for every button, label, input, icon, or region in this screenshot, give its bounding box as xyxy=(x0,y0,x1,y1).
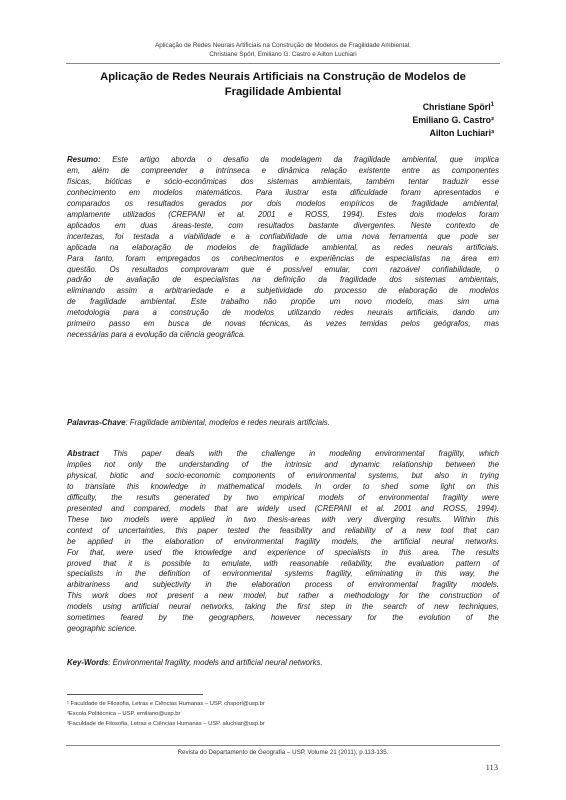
journal-citation: Revista do Departamento de Geografia – USP, Volume 21 (2011), p.113-135. xyxy=(177,749,389,756)
resumo-line: em, além de compreender a intrínseca e dinâmica relação existente entre as componentes xyxy=(67,165,499,175)
palavras-chave-line xyxy=(67,418,499,429)
resumo-line: aplicada na elaboração de modelos de fragilidade ambiental, as redes neurais artificiais. xyxy=(67,242,499,252)
resumo-line: necessárias para a evolução da ciência geográfica. xyxy=(67,330,246,340)
resumo-line: primeiro passo em busca de novas técnicas, às vezes temidas pelos geógrafos, mas xyxy=(67,319,499,329)
footnote-3: ³Faculdade de Filosofia, Letras e Ciências Humanas – USP. aluchiar@usp.br xyxy=(67,721,265,728)
resumo-line: eliminando assim a arbitrariedade e a subjetividade do processo de elaboração de modelos xyxy=(67,286,499,296)
resumo-line: metodologia para a construção de modelos utilizando redes neurais artificiais, dando um xyxy=(67,308,499,318)
abstract-line: presented and compared, models that are widely used (CREPANI et al. 2001 and ROSS, 1994). xyxy=(67,503,499,513)
abstract-line: sometimes feared by the geographers, however necessary for the evolution of the xyxy=(67,613,499,623)
key-words-label: Key-Words xyxy=(67,658,109,667)
paper-title xyxy=(70,70,496,100)
abstract-line: arbitrariness and subjectivity in the elaboration process of environmental fragility models. xyxy=(67,580,499,590)
resumo-line: aplicados em duas áreas-teste, com resultados bastante divergentes. Neste contexto de xyxy=(67,220,499,230)
paper-title-line-2: Fragilidade Ambiental xyxy=(224,86,342,98)
key-words-text: : Environmental fragility, models and artificial neural networks. xyxy=(108,658,323,667)
abstract-line: to translate this knowledge in mathematical models. In order to shed some light on this xyxy=(67,481,499,491)
palavras-chave-text: : Fragilidade ambiental, modelos e redes neurais artificiais. xyxy=(125,418,330,427)
author xyxy=(412,127,494,140)
abstract-line: implies not only the understanding of the intrinsic and dynamic relationship between the xyxy=(67,459,499,469)
abstract-line: context of uncertainties, this paper tested the feasibility and reliability of a new tool that can xyxy=(67,525,499,535)
abstract-line: difficulty, the results generated by two empirical models of environmental fragility were xyxy=(67,492,499,502)
abstract-line: proved that it is possible to emulate, with reasonable reliability, the evaluation pattern of xyxy=(67,558,499,568)
running-header-title: Aplicação de Redes Neurais Artificiais na Construção de Modelos de Fragilidade Ambiental. xyxy=(155,42,411,49)
author-footnote-mark: ³ xyxy=(491,127,494,138)
footer-divider xyxy=(66,745,500,746)
resumo-label: Resumo: xyxy=(67,155,101,164)
key-words-line xyxy=(67,658,499,669)
footnotes xyxy=(67,699,265,730)
resumo-line: incertezas, foi testada a viabilidade e a confiabilidade de uma nova ferramenta que pode ser xyxy=(67,231,499,241)
resumo-line: conhecimento em modelos matemáticos. Para ilustrar esta dificuldade foram apresentados e xyxy=(67,187,499,197)
abstract-line: specialists in the definition of environmental systems fragility, eliminating in this way, the xyxy=(67,569,499,579)
paper-title-line-1: Aplicação de Redes Neurais Artificiais na Construção de Modelos de xyxy=(100,71,466,83)
footnote-divider xyxy=(67,694,203,695)
resumo-line: amplamente utilizados (CREPANI et al. 2001 e ROSS, 1994). Estes dois modelos foram xyxy=(67,209,499,219)
palavras-chave xyxy=(67,418,499,429)
abstract-line: These two models were applied in two thesis-areas with very diverging results. Within this xyxy=(67,514,499,524)
author-footnote-mark: ² xyxy=(491,114,494,125)
resumo-line xyxy=(67,155,499,166)
author-name: Ailton Luchiari xyxy=(429,127,492,138)
header-divider xyxy=(66,63,500,64)
key-words xyxy=(67,658,499,669)
footnote-2: ²Escola Politécnica – USP. emiliano@usp.br xyxy=(67,711,181,718)
author-list xyxy=(412,101,494,139)
resumo-line: Para tanto, foram empregados os conhecimentos e experiências de especialistas na área em xyxy=(67,253,499,263)
abstract-line: be applied in the elaboration of environmental fragility models, the artificial neural networks. xyxy=(67,536,499,546)
running-header xyxy=(0,41,566,59)
abstract-line: models using artificial neural networks, taking the first step in the search of new techniques, xyxy=(67,602,499,612)
resumo-line-text: Este artigo aborda o desafio da modelagem da fragilidade ambiental, que implica xyxy=(112,155,499,164)
resumo-line: comparados os resultados gerados por dois modelos empíricos de fragilidade ambiental, xyxy=(67,198,499,208)
resumo-line: de fragilidade ambiental. Este trabalho não propõe um novo modelo, mas sim uma xyxy=(67,297,499,307)
abstract-line: This work does not present a new model, but rather a methodology for the construction of xyxy=(67,591,499,601)
abstract-line: geographic science. xyxy=(67,624,137,634)
abstract-line-text: This paper deals with the challenge in modeling environmental fragility, which xyxy=(112,449,499,458)
author xyxy=(412,114,494,127)
abstract-line: For that, were used the knowledge and experience of specialists in this area. The results xyxy=(67,547,499,557)
author-name: Emiliano G. Castro xyxy=(412,114,492,125)
palavras-chave-label: Palavras-Chave xyxy=(67,418,126,427)
resumo-line: questão. Os resultados comprovaram que é possível emular, com razoável confiabilidade, o xyxy=(67,264,499,274)
abstract-line xyxy=(67,449,499,460)
resumo-paragraph xyxy=(67,155,499,341)
page-number: 113 xyxy=(485,762,498,772)
running-header-authors: Christiane Spörl, Emiliano G. Castro e Ailton Luchiari xyxy=(209,51,357,58)
resumo-line: padrão de avaliação de especialistas na definição da fragilidade dos sistemas ambientais, xyxy=(67,275,499,285)
abstract-line: physical, biotic and socio-economic components of environmental systems, but also in trying xyxy=(67,470,499,480)
author-name: Christiane Spörl xyxy=(422,102,491,112)
abstract-label: Abstract xyxy=(67,449,99,458)
author xyxy=(412,101,494,114)
abstract-paragraph xyxy=(67,449,499,635)
author-footnote-mark: 1 xyxy=(490,102,494,109)
footnote-1: ¹ Faculdade de Filosofia, Letras e Ciências Humanas – USP. chsporl@usp.br xyxy=(67,701,265,707)
resumo-line: físicas, bióticas e sócio-econômicas dos sistemas ambientais, também tentar traduzir esse xyxy=(67,176,499,186)
